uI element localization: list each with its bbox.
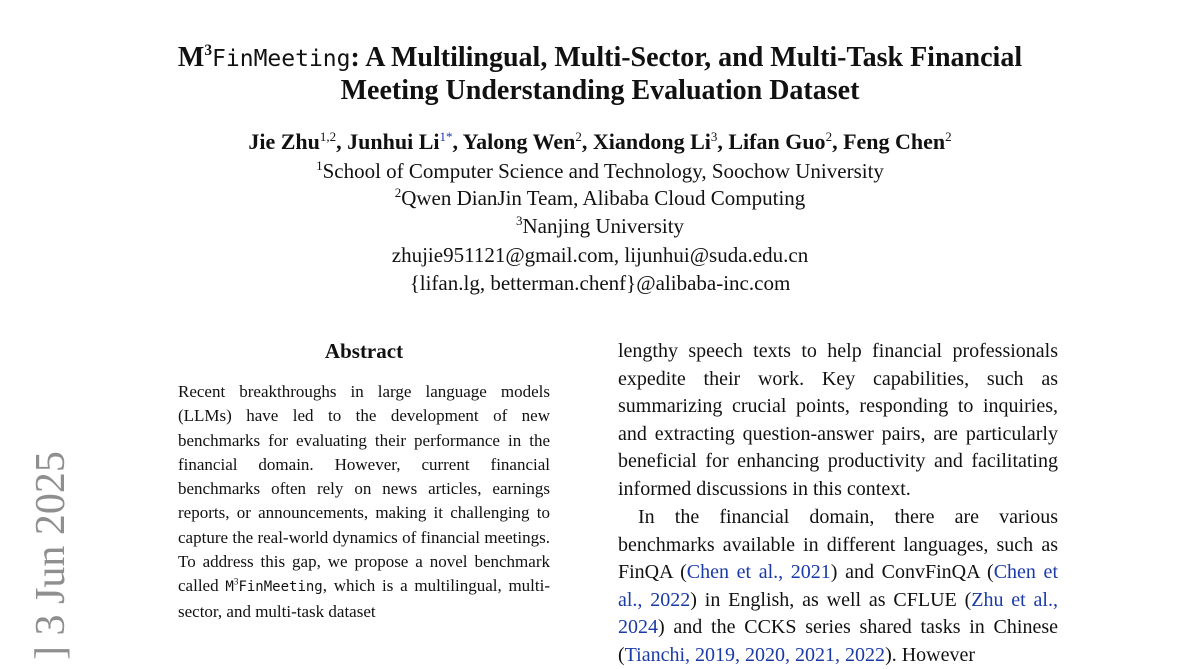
abstract-dataset-name: FinMeeting [238,579,323,596]
affiliation-text: Nanjing University [522,214,685,238]
abstract-text-start: Recent breakthroughs in large language models (LLMs) have led to the development of new benchmarks for evaluating their performance in the financial domain. However, current financial benchmarks often rely on news articles, earnings reports, or announcements, making it challenging to capture the real-world dynamics of financial meetings. To address this gap, we propose a novel benchmark called [178,382,550,596]
citation-link[interactable]: Chen et al., 2021 [686,561,831,583]
author-affiliation-mark[interactable]: 1* [439,129,453,144]
right-column [618,338,1058,669]
arxiv-side-stamp: ] 3 Jun 2025 [28,451,74,660]
email-line-2[interactable]: {lifan.lg, betterman.chenf}@alibaba-inc.com [409,271,791,295]
title-line-1 [0,42,1200,75]
citation-link[interactable]: Tianchi, 2019, 2020, 2021, 2022 [624,643,886,666]
author-separator: , [832,129,844,154]
paper-title [0,42,1200,107]
citation-link[interactable]: Chen et al., 2022 [618,561,1058,611]
title-superscript: 3 [204,42,213,60]
title-m: M [177,42,205,73]
author-name: Jie Zhu [248,129,320,154]
para-text: ) and ConvFinQA ( [830,561,994,583]
author-separator: , [336,129,348,154]
affiliation-mark: 3 [515,213,523,228]
intro-paragraph-2 [618,504,1058,669]
author-list [0,128,1200,156]
citation-link[interactable]: Zhu et al., 2024 [618,588,1058,638]
affiliation-3 [0,213,1200,239]
abstract-heading: Abstract [324,339,404,363]
intro-paragraph-1: lengthy speech texts to help financial professionals expedite their work. Key capabilities, such as summarizing crucial points, responding to inquiries, and extracting question-answer pairs, are particularly beneficial for enhancing productivity and facilitating informed discussions in this context. [618,340,1058,500]
author-separator: , [452,129,463,154]
para-text: ). However [885,643,976,666]
affiliation-text: School of Computer Science and Technology, Soochow University [322,159,884,183]
title-line-2: Meeting Understanding Evaluation Dataset [340,75,860,106]
author-separator: , [717,129,729,154]
abstract-dataset-superscript: 3 [233,577,239,588]
author-name: Xiandong Li [592,129,711,154]
author-affiliation-mark: 1,2 [319,129,337,144]
author-name: Feng Chen [843,129,946,154]
author-separator: , [581,129,593,154]
abstract-body [178,380,550,624]
abstract-text-end: , which is a multilingual, multi-sector, and multi-task dataset [178,576,550,621]
author-affiliation-mark: 2 [575,129,582,144]
title-line-1-rest: : A Multilingual, Multi-Sector, and Multi-Task Financial [350,42,1023,73]
email-line-1[interactable]: zhujie951121@gmail.com, lijunhui@suda.edu.cn [391,243,809,267]
author-affiliation-mark: 3 [710,129,718,144]
para-text: ) in English, as well as CFLUE ( [690,588,972,611]
title-dataset-name: FinMeeting [212,46,351,72]
para-text: ) and the CCKS series shared tasks in Chinese ( [618,616,1058,666]
affiliation-text: Qwen DianJin Team, Alibaba Cloud Computing [401,186,806,210]
author-name: Junhui Li [347,129,440,154]
author-affiliation-mark: 2 [945,129,952,144]
author-affiliation-mark: 2 [825,129,833,144]
affiliation-mark: 2 [394,185,402,200]
affiliation-mark: 1 [316,158,323,173]
affiliation-2 [0,185,1200,211]
para-text: In the financial domain, there are various benchmarks available in different languages, such as FinQA ( [618,506,1058,583]
author-name: Lifan Guo [728,129,826,154]
abstract-dataset-m: M [225,579,234,596]
author-name: Yalong Wen [462,129,576,154]
affiliation-1 [0,158,1200,184]
